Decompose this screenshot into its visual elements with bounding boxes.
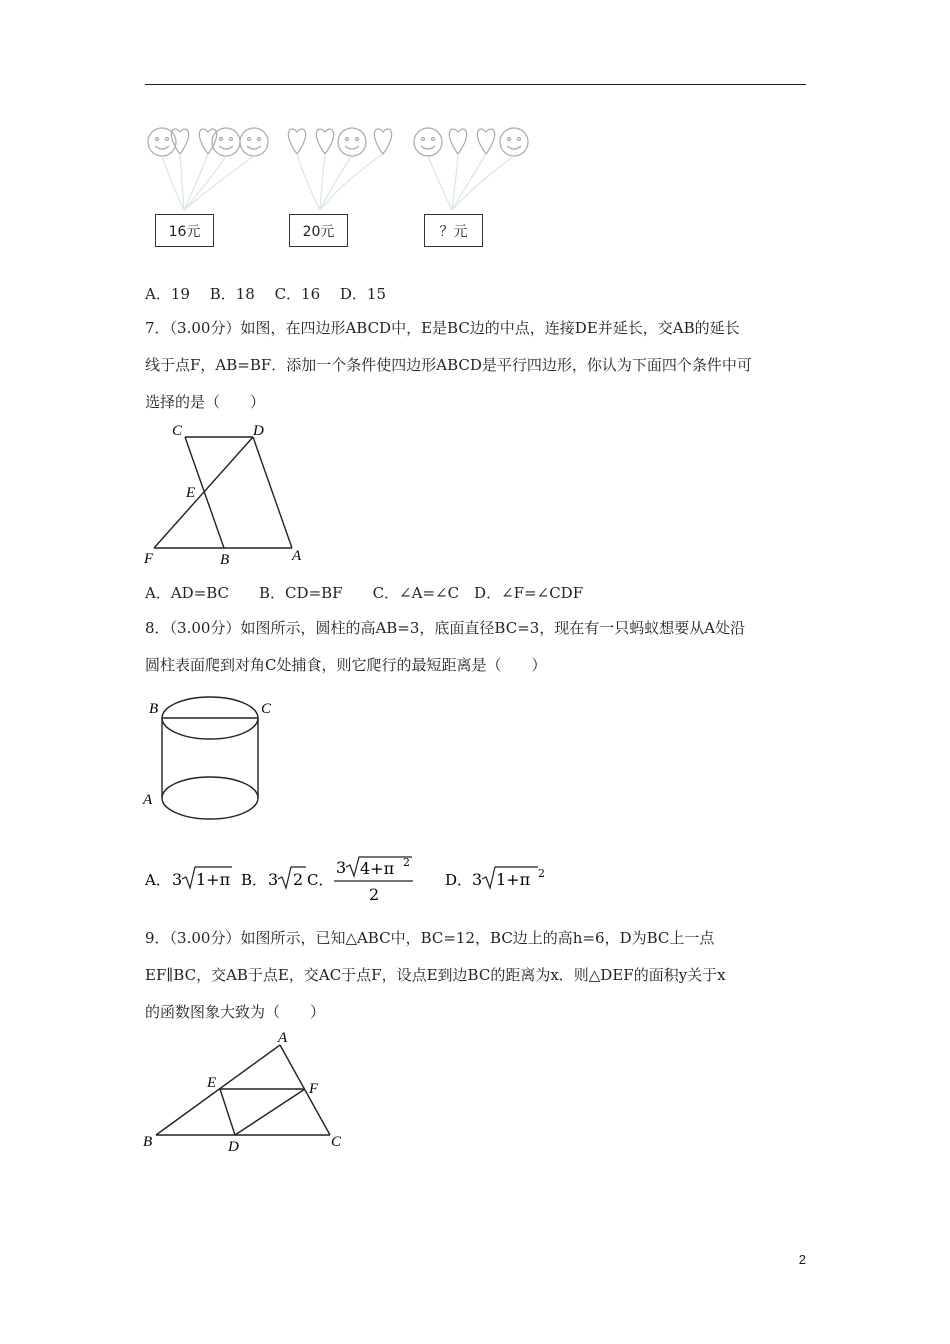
price-box-2: 20元 [289, 214, 348, 247]
price-box-1: 16元 [155, 214, 214, 247]
q7-text-line1: 7．（3.00分）如图，在四边形ABCD中，E是BC边的中点，连接DE并延长，交AB的延长 [145, 319, 740, 337]
q9-label-e: E [207, 1075, 217, 1091]
q8-option-c-label: C． [307, 871, 334, 889]
q9-label-a: A [278, 1030, 288, 1046]
q7-quadrilateral-figure [140, 415, 320, 575]
q8-cylinder-figure [140, 690, 290, 830]
q9-text-line2: EF∥BC，交AB于点E，交AC于点F，设点E到边BC的距离为x．则△DEF的面积y关于x [145, 966, 726, 984]
q9-label-f: F [309, 1081, 319, 1097]
price-box-3: ？元 [424, 214, 483, 247]
q8-option-a-radicand: 1+π [196, 870, 231, 889]
page-number: 2 [798, 1252, 806, 1267]
q8-text-line2: 圆柱表面爬到对角C处捕食，则它爬行的最短距离是（ ） [145, 656, 547, 674]
q7-label-b: B [220, 552, 230, 568]
q8-option-c-coef: 3 [336, 858, 347, 877]
q8-option-d-label: D． [445, 871, 473, 889]
q7-label-f: F [144, 551, 154, 567]
heart-balloon-icon [477, 129, 494, 154]
q8-option-c-exponent: 2 [403, 856, 410, 869]
q9-text-line1: 9．（3.00分）如图所示，已知△ABC中，BC=12，BC边上的高h=6，D为BC上一点 [145, 929, 715, 947]
q7-options: A．AD=BC B．CD=BF C．∠A=∠C D．∠F=∠CDF [145, 584, 584, 602]
q8-label-a: A [143, 792, 153, 808]
q8-option-b-coef: 3 [268, 870, 279, 889]
q8-option-c-denominator: 2 [369, 885, 380, 904]
q9-text-line3: 的函数图象大致为（ ） [145, 1003, 326, 1021]
heart-balloon-icon [374, 129, 391, 154]
q8-text-line1: 8．（3.00分）如图所示，圆柱的高AB=3，底面直径BC=3，现在有一只蚂蚁想要从A处沿 [145, 619, 746, 637]
q8-label-b: B [149, 701, 159, 717]
q7-label-c: C [172, 423, 183, 439]
q8-option-d-radicand: 1+π [496, 870, 531, 889]
q9-label-d: D [228, 1139, 239, 1155]
q7-label-e: E [186, 485, 196, 501]
q6-options: A．19 B．18 C．16 D．15 [145, 285, 387, 303]
header-rule [145, 84, 806, 85]
q8-option-d-exponent: 2 [538, 867, 545, 880]
q8-label-c: C [261, 701, 272, 717]
heart-balloon-icon [316, 129, 333, 154]
heart-balloon-icon [449, 129, 466, 154]
q8-option-c-radicand: 4+π [360, 859, 395, 878]
q7-text-line2: 线于点F，AB=BF．添加一个条件使四边形ABCD是平行四边形，你认为下面四个条件中可 [145, 356, 752, 374]
q7-label-d: D [253, 423, 264, 439]
smiley-balloon-icon [338, 128, 366, 156]
q9-label-b: B [143, 1134, 153, 1150]
q9-label-c: C [331, 1134, 342, 1150]
q8-option-b-label: B． [241, 871, 268, 889]
q8-option-a-label: A． [145, 871, 171, 889]
smiley-balloon-icon [414, 128, 442, 156]
smiley-balloon-icon [500, 128, 528, 156]
q8-option-d-coef: 3 [472, 870, 483, 889]
smiley-balloon-icon [212, 128, 240, 156]
heart-balloon-icon [288, 129, 305, 154]
q8-option-b-radicand: 2 [293, 870, 304, 889]
q7-text-line3: 选择的是（ ） [145, 393, 266, 411]
q9-triangle-figure [140, 1025, 360, 1160]
q7-label-a: A [292, 548, 302, 564]
q8-options [140, 855, 570, 910]
q8-option-a-coef: 3 [172, 870, 183, 889]
smiley-balloon-icon [240, 128, 268, 156]
